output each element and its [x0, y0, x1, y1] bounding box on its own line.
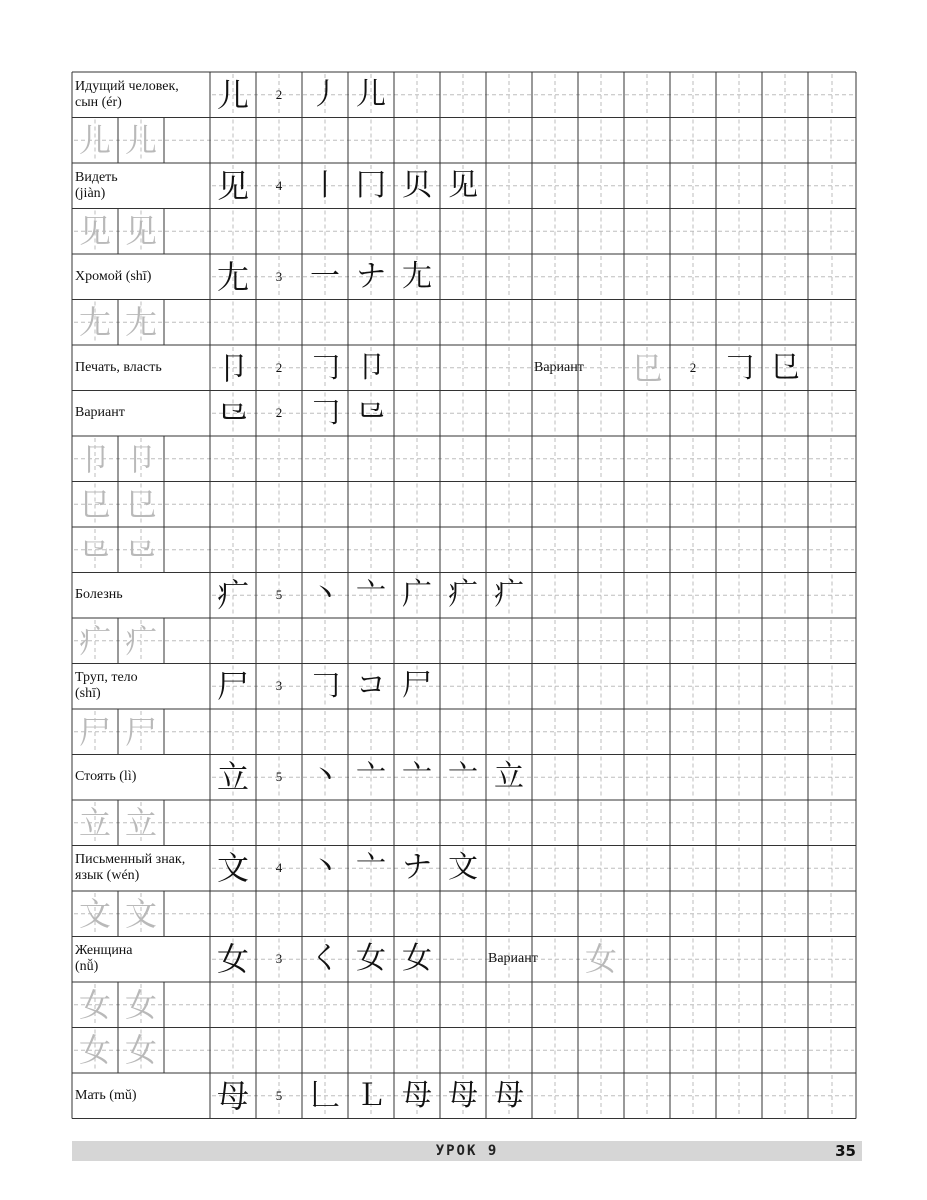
- stroke-count: 3: [275, 678, 283, 694]
- stroke-order-step: 丶: [310, 759, 340, 795]
- stroke-order-step: 尢: [402, 258, 432, 294]
- stroke-order-step: 女: [402, 941, 432, 977]
- stroke-order-step: 见: [448, 167, 478, 203]
- stroke-order-step: 儿: [356, 76, 386, 112]
- stroke-count: 3: [275, 268, 283, 284]
- character-meaning-label: Труп, тело (shī): [75, 670, 138, 702]
- variant-stroke-step: 𠃌: [724, 349, 754, 385]
- trace-character: 㔾: [78, 485, 111, 524]
- character-meaning-label: Стоять (lì): [75, 769, 137, 785]
- model-character: 文: [216, 849, 249, 888]
- trace-character: 尢: [78, 303, 111, 342]
- trace-character: 女: [124, 985, 157, 1024]
- stroke-order-step: 疒: [494, 577, 524, 613]
- trace-character: ⺋: [78, 530, 111, 569]
- stroke-order-step: 文: [448, 850, 478, 886]
- trace-character: 疒: [124, 621, 157, 660]
- stroke-order-step: 女: [356, 941, 386, 977]
- character-meaning-label: Мать (mǔ): [75, 1087, 137, 1103]
- stroke-order-step: 一: [310, 258, 340, 294]
- stroke-order-step: Ｌ: [356, 1077, 386, 1113]
- stroke-count: 5: [275, 587, 283, 603]
- stroke-order-step: ナ: [402, 850, 432, 886]
- model-character: 尢: [216, 257, 249, 296]
- stroke-order-step: 广: [402, 577, 432, 613]
- stroke-count: 2: [275, 359, 283, 375]
- stroke-order-step: 亠: [356, 577, 386, 613]
- character-meaning-label: Видеть (jiàn): [75, 169, 118, 201]
- trace-character: 儿: [78, 121, 111, 160]
- character-meaning-label: Болезнь: [75, 587, 123, 603]
- stroke-order-step: 亠: [356, 850, 386, 886]
- character-meaning-label: Вариант: [75, 405, 125, 421]
- model-character: 疒: [216, 576, 249, 615]
- trace-character: 文: [78, 894, 111, 933]
- trace-character: 疒: [78, 621, 111, 660]
- model-character: 卩: [216, 348, 249, 387]
- model-character: 儿: [216, 75, 249, 114]
- stroke-order-step: 亠: [448, 759, 478, 795]
- stroke-count: 4: [275, 177, 283, 193]
- model-character: 见: [216, 166, 249, 205]
- character-meaning-label: Хромой (shī): [75, 268, 152, 284]
- variant-label: Вариант: [488, 951, 538, 967]
- trace-character: 见: [78, 212, 111, 251]
- trace-character: 女: [78, 1031, 111, 1070]
- trace-character: 卩: [78, 439, 111, 478]
- stroke-order-step: 母: [402, 1077, 432, 1113]
- stroke-order-step: 立: [494, 759, 524, 795]
- trace-character: 卩: [124, 439, 157, 478]
- stroke-order-step: 疒: [448, 577, 478, 613]
- trace-character: 㔾: [124, 485, 157, 524]
- page-number: 35: [835, 1142, 856, 1160]
- stroke-order-step: く: [310, 941, 340, 977]
- footer-bar: [72, 1141, 862, 1161]
- stroke-order-step: 丨: [310, 167, 340, 203]
- stroke-count: 5: [275, 1087, 283, 1103]
- trace-character: 女: [124, 1031, 157, 1070]
- stroke-order-step: コ: [356, 668, 386, 704]
- character-meaning-label: Женщина (nǚ): [75, 943, 133, 975]
- stroke-order-step: 𠃌: [310, 349, 340, 385]
- stroke-count: 5: [275, 769, 283, 785]
- model-character: 立: [216, 758, 249, 797]
- variant-stroke-step: 㔾: [770, 349, 800, 385]
- trace-character: 女: [78, 985, 111, 1024]
- trace-character: 立: [124, 803, 157, 842]
- variant-stroke-count: 2: [689, 359, 697, 375]
- variant-label: Вариант: [534, 359, 584, 375]
- trace-character: ⺋: [124, 530, 157, 569]
- character-meaning-label: Печать, власть: [75, 359, 162, 375]
- stroke-order-step: ⺋: [356, 395, 386, 431]
- stroke-order-step: 尸: [402, 668, 432, 704]
- stroke-count: 2: [275, 86, 283, 102]
- stroke-order-step: 卩: [356, 349, 386, 385]
- trace-character: 尸: [124, 712, 157, 751]
- stroke-order-step: 𠃌: [310, 668, 340, 704]
- character-meaning-label: Идущий человек, сын (ér): [75, 78, 179, 110]
- stroke-order-step: 𠃌: [310, 395, 340, 431]
- stroke-order-step: 贝: [402, 167, 432, 203]
- stroke-order-step: 丿: [310, 76, 340, 112]
- stroke-order-step: 母: [494, 1077, 524, 1113]
- trace-character: 见: [124, 212, 157, 251]
- trace-character: 立: [78, 803, 111, 842]
- model-character: 尸: [216, 667, 249, 706]
- trace-character: 尸: [78, 712, 111, 751]
- trace-character: 儿: [124, 121, 157, 160]
- stroke-count: 3: [275, 951, 283, 967]
- model-character: 女: [216, 940, 249, 979]
- model-character: 母: [216, 1076, 249, 1115]
- stroke-order-step: 冂: [356, 167, 386, 203]
- stroke-count: 4: [275, 860, 283, 876]
- stroke-order-step: 亠: [402, 759, 432, 795]
- stroke-order-step: ナ: [356, 258, 386, 294]
- character-meaning-label: Письменный знак, язык (wén): [75, 852, 186, 884]
- lesson-title: УРОК 9: [435, 1143, 499, 1159]
- trace-character: 文: [124, 894, 157, 933]
- variant-model-character: 女: [584, 940, 617, 979]
- stroke-order-step: 丶: [310, 850, 340, 886]
- variant-model-character: 㔾: [630, 348, 663, 387]
- model-character: ⺋: [216, 394, 249, 433]
- stroke-order-step: 亠: [356, 759, 386, 795]
- stroke-order-step: 𠃊: [310, 1077, 340, 1113]
- stroke-count: 2: [275, 405, 283, 421]
- stroke-order-step: 丶: [310, 577, 340, 613]
- stroke-order-step: 母: [448, 1077, 478, 1113]
- trace-character: 尢: [124, 303, 157, 342]
